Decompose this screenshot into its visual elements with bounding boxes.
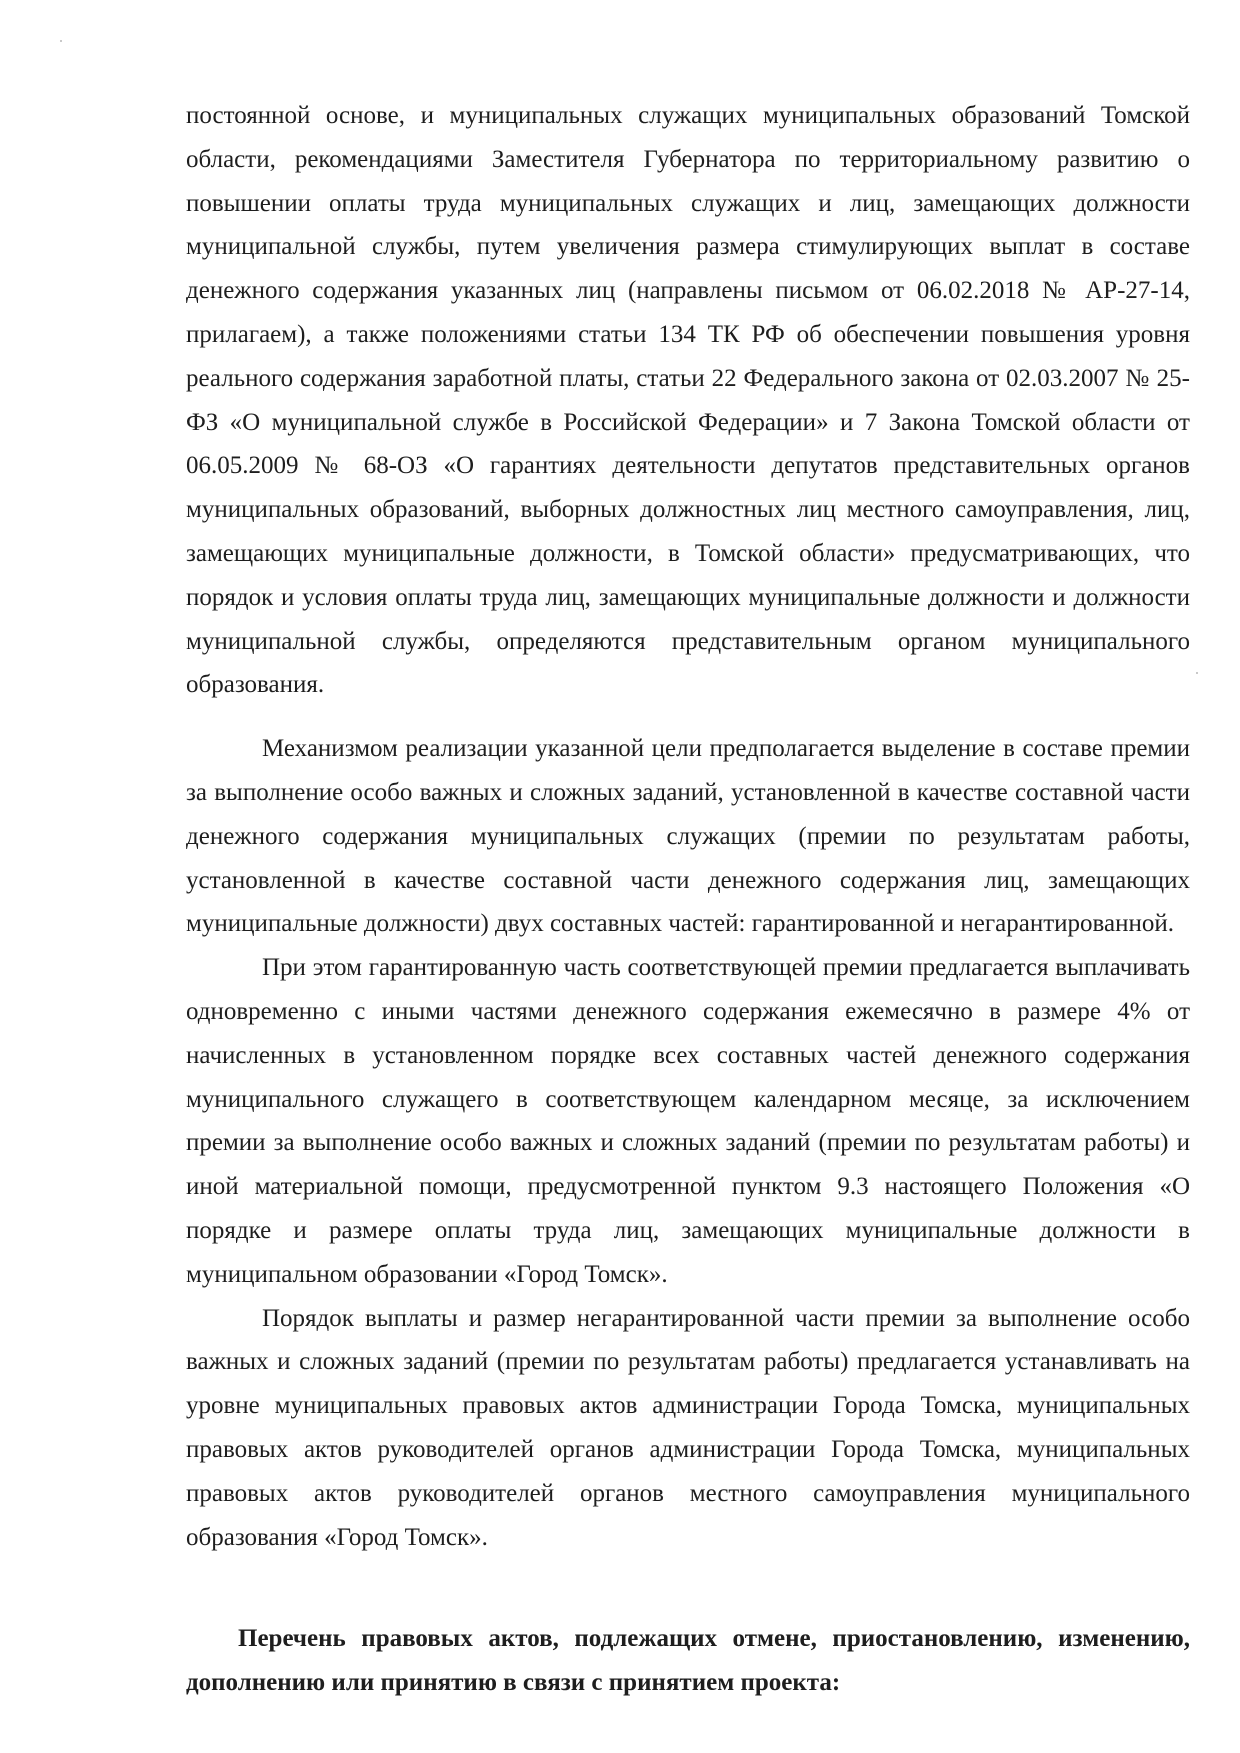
section-heading-legal-acts: Перечень правовых актов, подлежащих отмене, приостановлению, изменению, дополнению или принятию в связи с принятием проекта: [186, 1625, 1190, 1697]
scan-artifact-dot [60, 40, 62, 42]
paragraph-non-guaranteed-part: Порядок выплаты и размер негарантированной части премии за выполнение особо важных и сложных заданий (премии по результатам работы) предлагается устанавливать на уровне муниципальных правовых актов администрации Города Томска, муниципальных правовых актов руководителей органов администрации Города Томска, муниципальных правовых актов руководителей органов местного самоуправления муниципального образования «Город Томск». [186, 1304, 1190, 1551]
paragraph-continuation: постоянной основе, и муниципальных служащих муниципальных образований Томской области, рекомендациями Заместителя Губернатора по территориальному развитию о повышении оплаты труда муниципальных служащих и лиц, замещающих должности муниципальной службы, путем увеличения размера стимулирующих выплат в составе денежного содержания указанных лиц (направлены письмом от 06.02.2018 № АР-27-14, прилагаем), а также положениями статьи 134 ТК РФ об обеспечении повышения уровня реального содержания заработной платы, статьи 22 Федерального закона от 02.03.2007 № 25-ФЗ «О муниципальной службе в Российской Федерации» и 7 Закона Томской области от 06.05.2009 № 68-ОЗ «О гарантиях деятельности депутатов представительных органов муниципальных образований, выборных должностных лиц местного самоуправления, лиц, замещающих муниципальные должности, в Томской области» предусматривающих, что порядок и условия оплаты труда лиц, замещающих муниципальные должности и должности муниципальной службы, определяются представительным органом муниципального образования. [186, 102, 1190, 699]
paragraph-mechanism: Механизмом реализации указанной цели предполагается выделение в составе премии за выполнение особо важных и сложных заданий, установленной в качестве составной части денежного содержания муниципальных служащих (премии по результатам работы, установленной в качестве составной части денежного содержания лиц, замещающих муниципальные должности) двух составных частей: гарантированной и негарантированной. [186, 735, 1190, 938]
paragraph-guaranteed-part: При этом гарантированную часть соответствующей премии предлагается выплачивать одновременно с иными частями денежного содержания ежемесячно в размере 4% от начисленных в установленном порядке всех составных частей денежного содержания муниципального служащего в соответствующем календарном месяце, за исключением премии за выполнение особо важных и сложных заданий (премии по результатам работы) и иной материальной помощи, предусмотренной пунктом 9.3 настоящего Положения «О порядке и размере оплаты труда лиц, замещающих муниципальные должности в муниципальном образовании «Город Томск». [186, 954, 1190, 1288]
scan-artifact-dot [1196, 672, 1198, 674]
